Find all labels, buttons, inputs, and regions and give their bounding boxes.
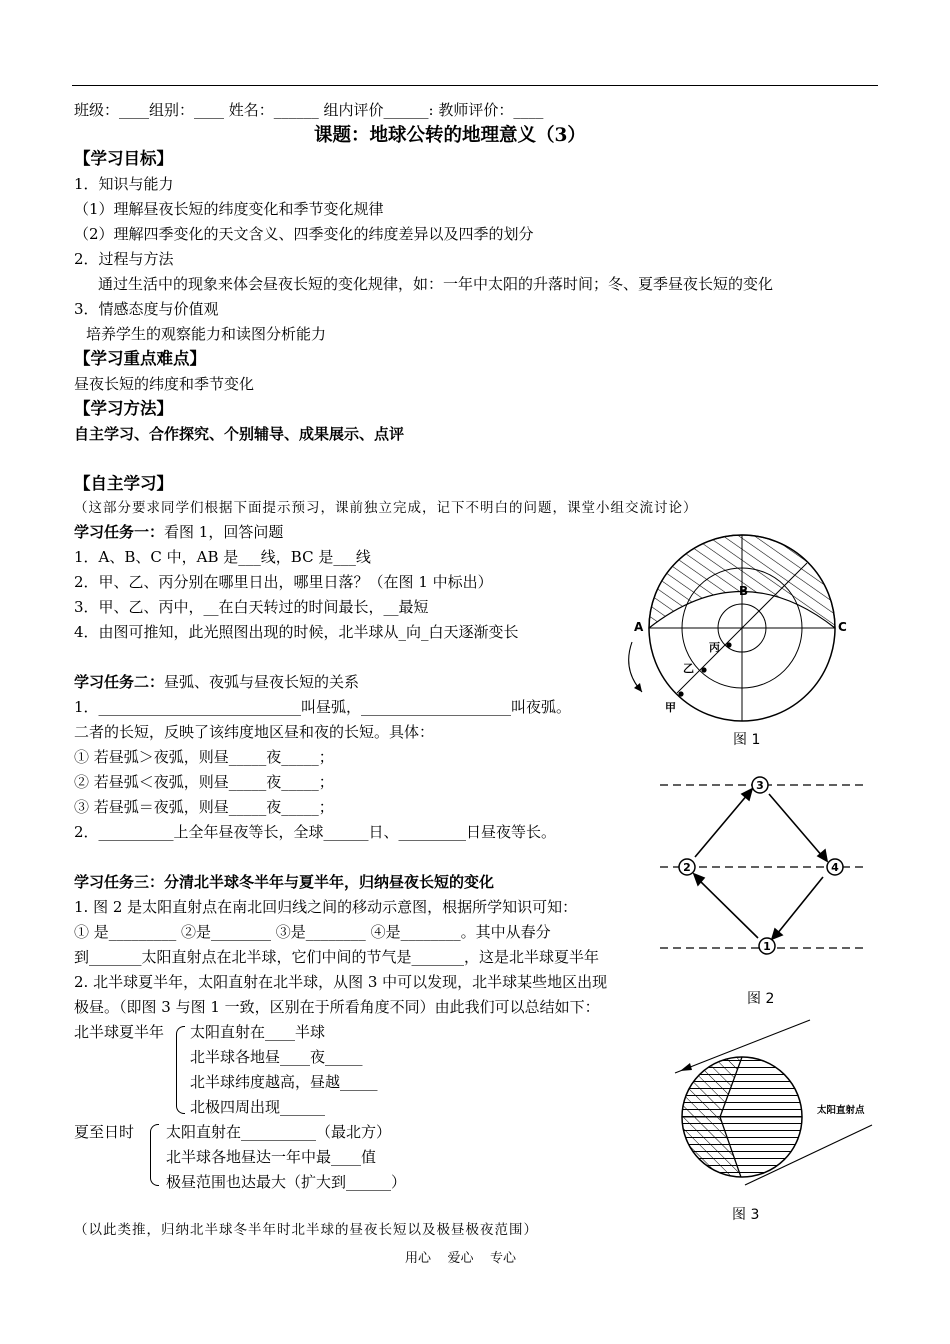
solstice-label: 夏至日时	[74, 1123, 135, 1141]
point-yi	[701, 667, 706, 672]
task1-q2: 2．甲、乙、丙分别在哪里日出，哪里日落？（在图 1 中标出）	[74, 573, 493, 591]
label-A: A	[634, 620, 644, 634]
goals-line-6: 3．情感态度与价值观	[74, 300, 219, 318]
task3-p3: 到_______太阳直射点在北半球，它们中间的节气是_______，这是北半球夏半年	[74, 948, 600, 966]
sun-direct-label: 太阳直射点	[817, 1105, 865, 1116]
task1-q1: 1．A、B、C 中，AB 是___线，BC 是___线	[74, 548, 371, 566]
point-bing	[726, 642, 731, 647]
node-3-label: 3	[756, 779, 764, 792]
figure-1-caption: 图 1	[733, 732, 761, 748]
goals-line-1: 1．知识与能力	[74, 175, 174, 193]
figure-2	[655, 770, 870, 1010]
figure-3	[660, 1015, 875, 1225]
student-info-line: 班级：____组别：____ 姓名：______ 组内评价______: 教师评价：____	[74, 101, 544, 119]
self-study-heading: 【自主学习】	[74, 474, 173, 493]
task2-q1: 1．___________________________叫昼弧，____________________叫夜弧。	[74, 698, 572, 716]
solstice-d2: 北半球各地昼达一年中最____值	[166, 1148, 377, 1166]
sun-ray-arrowhead	[680, 1063, 692, 1071]
task2-q2: 二者的长短，反映了该纬度地区昼和夜的长短。具体：	[74, 723, 435, 741]
methods-text: 自主学习、合作探究、个别辅导、成果展示、点评	[74, 425, 405, 443]
rotation-arrowhead	[634, 683, 642, 692]
page-title: 课题：地球公转的地理意义（3）	[314, 125, 586, 146]
node-4-label: 4	[831, 861, 839, 874]
task2-title-rest: 昼弧、夜弧与昼夜长短的关系	[164, 673, 360, 691]
task2-q4: ② 若昼弧＜夜弧，则昼_____夜_____；	[74, 773, 334, 791]
footer: 用心 爱心 专心	[405, 1251, 517, 1266]
task1-q3: 3．甲、乙、丙中，__在白天转过的时间最长，__最短	[74, 598, 429, 616]
task3-note: （以此类推，归纳北半球冬半年时北半球的昼夜长短以及极昼极夜范围）	[74, 1222, 538, 1238]
key-points-text: 昼夜长短的纬度和季节变化	[74, 375, 255, 393]
task2-title	[74, 672, 359, 692]
summer-s3: 北半球纬度越高，昼越_____	[190, 1073, 378, 1091]
label-bing: 丙	[709, 641, 720, 654]
label-jia: 甲	[665, 701, 676, 714]
solstice-brace	[150, 1124, 159, 1186]
figure-1	[620, 530, 850, 775]
figure-2-caption: 图 2	[747, 991, 775, 1007]
task3-title: 学习任务三：分清北半球冬半年与夏半年，归纳昼夜长短的变化	[74, 873, 495, 891]
task1-title-rest: 看图 1，回答问题	[164, 523, 284, 541]
label-C: C	[838, 620, 847, 634]
task2-q3: ① 若昼弧＞夜弧，则昼_____夜_____；	[74, 748, 334, 766]
goals-line-3: （2）理解四季变化的天文含义、四季变化的纬度差异以及四季的划分	[74, 225, 534, 243]
summer-brace	[176, 1026, 185, 1114]
task1-title	[74, 522, 283, 542]
goals-line-2: （1）理解昼夜长短的纬度变化和季节变化规律	[74, 200, 384, 218]
key-points-heading: 【学习重点难点】	[74, 349, 206, 368]
goals-line-5: 通过生活中的现象来体会昼夜长短的变化规律，如：一年中太阳的升落时间；冬、夏季昼夜长短的变化	[98, 275, 774, 293]
point-jia	[678, 691, 683, 696]
summer-s4: 北极四周出现______	[190, 1098, 326, 1116]
task3-p1: 1. 图 2 是太阳直射点在南北回归线之间的移动示意图，根据所学知识可知：	[74, 898, 578, 916]
task3-p2: ① 是_________ ②是________ ③是________ ④是________。其中从春分	[74, 923, 551, 941]
goals-heading: 【学习目标】	[74, 149, 173, 168]
task2-title-label: 学习任务二：	[74, 673, 165, 691]
task3-p5: 极昼。（即图 3 与图 1 一致，区别在于所看角度不同）由此我们可以总结如下：	[74, 998, 600, 1016]
task1-title-label: 学习任务一：	[74, 523, 165, 541]
task2-q6: 2．__________上全年昼夜等长，全球______日、_________日昼夜等长。	[74, 823, 557, 841]
label-B: B	[739, 584, 749, 598]
summer-s1: 太阳直射在____半球	[190, 1023, 326, 1041]
node-1-label: 1	[763, 940, 771, 953]
solstice-d1: 太阳直射在__________（最北方）	[166, 1123, 392, 1141]
self-study-note: （这部分要求同学们根据下面提示预习，课前独立完成，记下不明白的问题，课堂小组交流讨论）	[74, 500, 698, 516]
goals-line-7: 培养学生的观察能力和读图分析能力	[86, 325, 327, 343]
top-rule	[72, 85, 878, 86]
task1-q4: 4．由图可推知，此光照图出现的时候，北半球从_向_白天逐渐变长	[74, 623, 519, 641]
summer-half-label: 北半球夏半年	[74, 1023, 165, 1041]
solstice-d3: 极昼范围也达最大（扩大到______）	[166, 1173, 407, 1191]
goals-line-4: 2．过程与方法	[74, 250, 174, 268]
methods-heading: 【学习方法】	[74, 399, 173, 418]
label-yi: 乙	[683, 662, 694, 675]
task3-p4: 2. 北半球夏半年，太阳直射在北半球，从图 3 中可以发现，北半球某些地区出现	[74, 973, 608, 991]
node-2-label: 2	[683, 861, 691, 874]
figure-3-caption: 图 3	[732, 1207, 760, 1223]
summer-s2: 北半球各地昼____夜_____	[190, 1048, 363, 1066]
task2-q5: ③ 若昼弧＝夜弧，则昼_____夜_____；	[74, 798, 334, 816]
